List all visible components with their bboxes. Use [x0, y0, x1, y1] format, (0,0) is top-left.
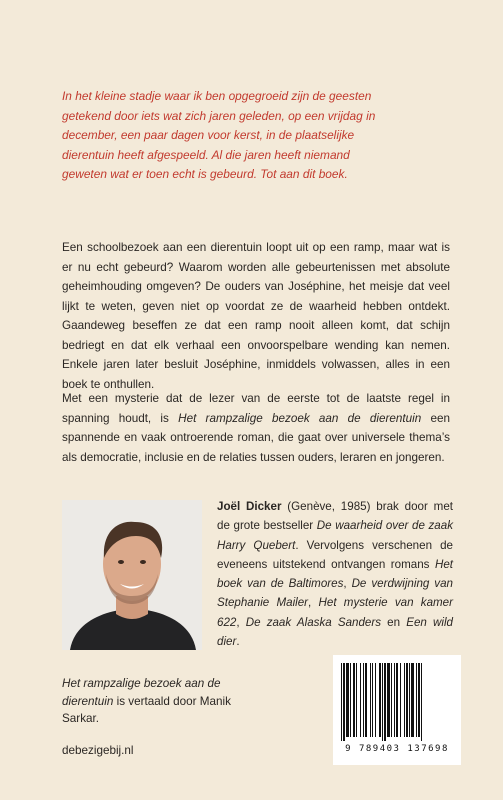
book-title: Het rampzalige bezoek aan de dierentuin — [62, 677, 221, 708]
barcode-bar — [416, 663, 417, 737]
bio-text: (Genève, 1985) brak door met de grote bestseller — [217, 500, 453, 533]
barcode-bar — [363, 663, 364, 737]
barcode-bar — [421, 663, 422, 741]
barcode-bar — [356, 663, 357, 737]
barcode-bar — [360, 663, 361, 737]
barcode-bar — [343, 663, 345, 741]
book-title: De waarheid over de zaak Harry Quebert — [217, 519, 453, 552]
translation-credit — [62, 675, 232, 728]
barcode-bar — [387, 663, 390, 737]
barcode-bar — [365, 663, 367, 737]
barcode-bar — [391, 663, 392, 737]
barcode-bar — [418, 663, 420, 737]
barcode-bar — [350, 663, 351, 737]
barcode-bar — [375, 663, 376, 737]
barcode-icon — [339, 661, 455, 741]
blurb-paragraph-2 — [62, 389, 450, 467]
barcode-bar — [396, 663, 398, 737]
book-title: Het boek van de Baltimores — [217, 557, 453, 591]
book-title: De verdwijning van Stephanie Mailer — [217, 577, 453, 610]
barcode-bar — [372, 663, 373, 737]
author-photo — [62, 500, 202, 650]
barcode-bar — [370, 663, 371, 737]
book-title: Het mysterie van kamer 622 — [217, 596, 453, 629]
barcode-bar — [409, 663, 410, 737]
barcode-bar — [394, 663, 395, 737]
quote-line: geweten wat er toen echt is gebeurd. Tot aan dit boek. — [62, 167, 348, 181]
bio-text: , — [236, 615, 246, 629]
book-title: De zaak Alaska Sanders — [245, 615, 382, 629]
pull-quote — [62, 87, 452, 185]
bio-text: . Vervolgens verschenen de eveneens uitstekend ontvangen romans — [217, 538, 453, 571]
bio-text: , — [308, 596, 319, 610]
barcode-bar — [406, 663, 408, 737]
quote-line: dierentuin heeft afgespeeld. Al die jaren heeft niemand — [62, 147, 350, 162]
blurb-text: een spannende en vaak ontroerende roman, die gaat over universele thema’s als democratie, inclusie en de relaties tussen ouders, leraren en jongeren. — [62, 411, 450, 464]
blurb-text: Met een mysterie dat de lezer van de eerste tot de laatste regel in spanning houdt, is — [62, 392, 450, 425]
quote-line: december, een paar dagen voor kerst, in de plaatselijke — [62, 128, 355, 142]
book-title: Het rampzalige bezoek aan de dierentuin — [178, 411, 422, 425]
blurb-paragraph-1: Een schoolbezoek aan een dierentuin loopt uit op een ramp, maar wat is er nu echt gebeurd? Waarom worden alle gebeurtenissen met absolute geheimhouding omgeven? De ouders van Joséphine, het meisje dat veel lijkt te weten, geven niet op voordat ze de waarheid hebben ontdekt. Gaandeweg beseffen ze dat een ramp nooit alleen komt, dat schijn bedriegt en dat elk verhaal een onvoorspelbare wending kan nemen. Enkele jaren later besluit Joséphine, inmiddels volwassen, alles in een boek te onthullen. — [62, 241, 450, 391]
barcode-bar — [346, 663, 349, 737]
isbn-barcode — [333, 655, 461, 765]
bio-text: . — [236, 635, 240, 649]
barcode-bar — [341, 663, 342, 741]
barcode-bar — [353, 663, 355, 737]
barcode-bar — [384, 663, 386, 741]
translation-text: is vertaald door Manik Sarkar. — [62, 694, 231, 725]
quote-line: In het kleine stadje waar ik ben opgegroeid zijn de geesten — [62, 89, 372, 103]
quote-line: getekend door iets wat zich jaren geleden, op een vrijdag in — [62, 108, 376, 123]
barcode-bar — [400, 663, 401, 737]
barcode-bar — [379, 663, 381, 737]
book-title: Een wild dier — [217, 615, 453, 649]
barcode-bar — [404, 663, 405, 737]
author-portrait-image — [62, 500, 202, 650]
author-bio — [217, 497, 453, 651]
isbn-number: 9 789403 137698 — [345, 744, 449, 754]
publisher-website: debezigebij.nl — [62, 744, 134, 757]
author-name: Joël Dicker — [217, 500, 282, 513]
barcode-bar — [411, 663, 414, 737]
barcode-bar — [382, 663, 383, 741]
bio-text: en — [381, 615, 407, 629]
bio-text: , — [343, 577, 352, 591]
